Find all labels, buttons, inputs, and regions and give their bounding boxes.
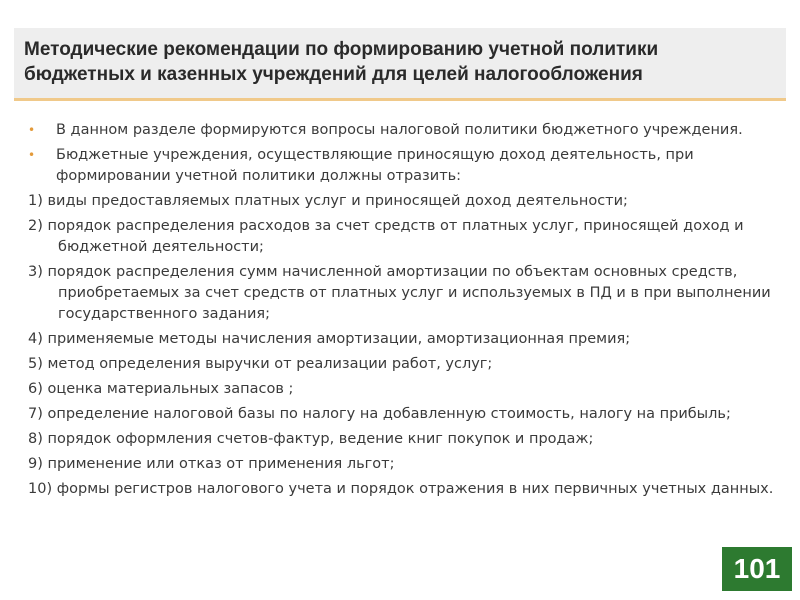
list-item: 4) применяемые методы начисления амортизации, амортизационная премия;	[28, 331, 631, 347]
page-number-badge: 101	[722, 547, 792, 591]
list-item: 1) виды предоставляемых платных услуг и приносящей доход деятельности;	[28, 193, 628, 209]
bullet-item	[28, 145, 780, 187]
list-item: 8) порядок оформления счетов-фактур, ведение книг покупок и продаж;	[28, 431, 594, 447]
list-item: 7) определение налоговой базы по налогу на добавленную стоимость, налогу на прибыль;	[28, 406, 731, 422]
list-item: 3) порядок распределения сумм начисленной амортизации по объектам основных средств, приобретаемых за счет средств от платных услуг и используемых в ПД и в при выполнении государственного задания;	[28, 264, 771, 322]
bullet-text: Бюджетные учреждения, осуществляющие приносящую доход деятельность, при формировании учетной политики должны отразить:	[56, 147, 694, 184]
title-line-1: Методические рекомендации по формированию учетной политики	[24, 39, 659, 60]
bullet-icon: •	[28, 123, 36, 137]
list-item: 2) порядок распределения расходов за счет средств от платных услуг, приносящей доход и бюджетной деятельности;	[28, 218, 744, 255]
bullet-item	[28, 120, 780, 141]
bullet-icon: •	[28, 148, 36, 162]
slide-content	[28, 120, 780, 504]
title-line-2: бюджетных и казенных учреждений для целей налогообложения	[24, 64, 643, 85]
slide-title	[24, 37, 784, 87]
title-underline	[14, 98, 786, 101]
list-item: 10) формы регистров налогового учета и порядок отражения в них первичных учетных данных.	[28, 481, 774, 497]
list-item: 6) оценка материальных запасов ;	[28, 381, 294, 397]
list-item: 9) применение или отказ от применения льгот;	[28, 456, 395, 472]
list-item: 5) метод определения выручки от реализации работ, услуг;	[28, 356, 493, 372]
bullet-text: В данном разделе формируются вопросы налоговой политики бюджетного учреждения.	[56, 122, 743, 138]
